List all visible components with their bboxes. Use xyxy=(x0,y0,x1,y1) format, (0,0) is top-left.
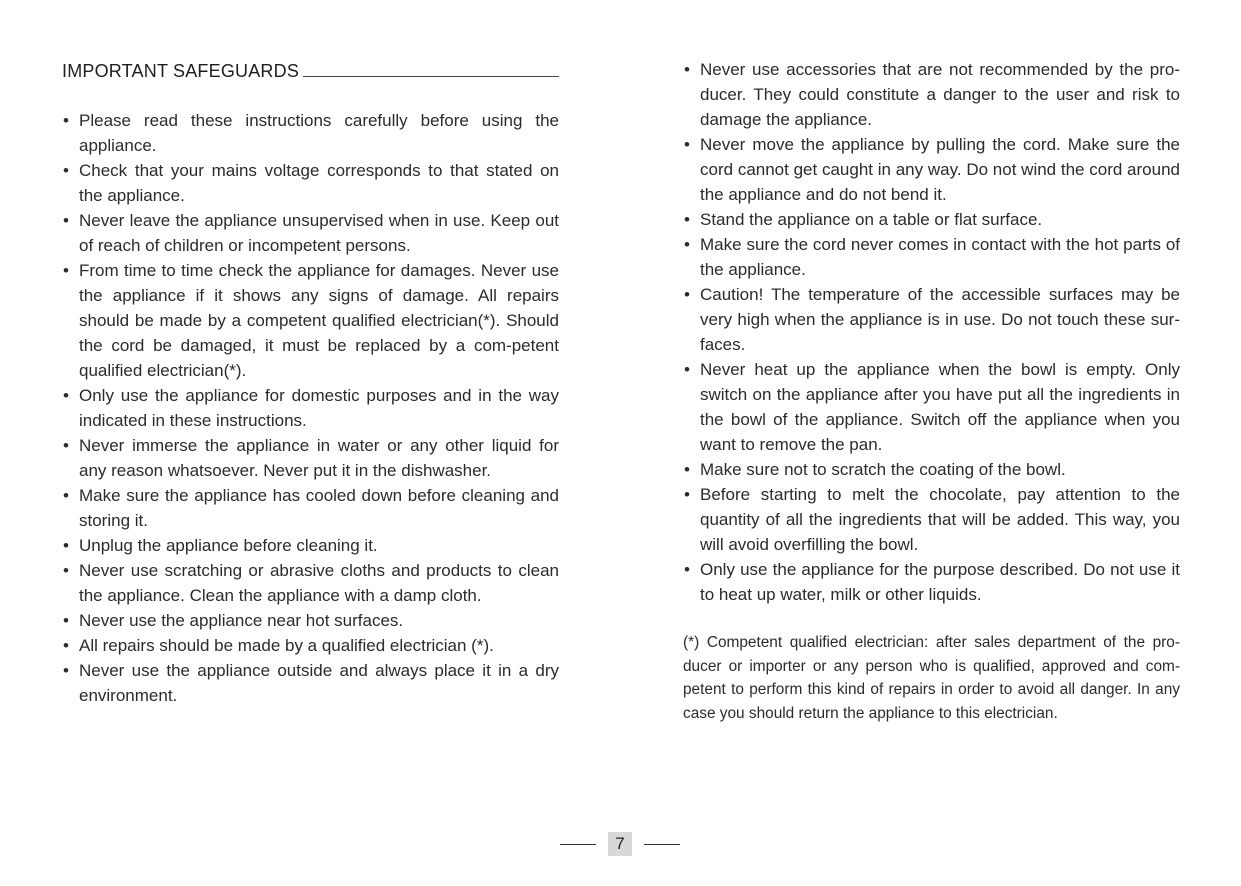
page-number-rule-left xyxy=(560,844,596,845)
page-number-footer xyxy=(560,832,680,856)
list-item: • From time to time check the appliance for damages. Never use the appliance if it shows any signs of damage. All repairs should be made by a competent qualified electrician(*). Should the cord be damaged, it must be replaced by a com-petent qualified electrician(*). xyxy=(62,258,559,383)
list-item: • Only use the appliance for domestic purposes and in the way indicated in these instructions. xyxy=(62,383,559,433)
list-item: • Never use accessories that are not recommended by the pro-ducer. They could constitute a danger to the user and risk to damage the appliance. xyxy=(683,57,1180,132)
list-item: • Check that your mains voltage corresponds to that stated on the appliance. xyxy=(62,158,559,208)
list-item: • Never use the appliance outside and always place it in a dry environment. xyxy=(62,658,559,708)
footnote: (*) Competent qualified electrician: after sales department of the pro-ducer or importer or any person who is qualified, approved and com-petent to perform this kind of repairs in order to avoid all danger. In any case you should return the appliance to this electrician. xyxy=(683,634,1180,722)
left-column xyxy=(62,56,559,708)
list-item: • Please read these instructions carefully before using the appliance. xyxy=(62,108,559,158)
list-item: • Unplug the appliance before cleaning it. xyxy=(62,533,559,558)
section-heading-row xyxy=(62,56,559,82)
list-item: • Make sure not to scratch the coating of the bowl. xyxy=(683,457,1180,482)
page-number: 7 xyxy=(608,832,632,856)
list-item: • Make sure the appliance has cooled down before cleaning and storing it. xyxy=(62,483,559,533)
right-column xyxy=(683,56,1180,740)
list-item: • Never heat up the appliance when the bowl is empty. Only switch on the appliance after you have put all the ingredients in the bowl of the appliance. Switch off the appliance when you want to remove the pan. xyxy=(683,357,1180,457)
list-item: • All repairs should be made by a qualified electrician (*). xyxy=(62,633,559,658)
safeguards-list-left xyxy=(62,108,559,708)
page-number-rule-right xyxy=(644,844,680,845)
list-item: • Make sure the cord never comes in contact with the hot parts of the appliance. xyxy=(683,232,1180,282)
list-item: • Stand the appliance on a table or flat surface. xyxy=(683,207,1180,232)
heading-rule xyxy=(303,76,559,77)
list-item: • Only use the appliance for the purpose described. Do not use it to heat up water, milk or other liquids. xyxy=(683,557,1180,607)
section-heading: IMPORTANT SAFEGUARDS xyxy=(62,61,300,81)
list-item: • Never move the appliance by pulling the cord. Make sure the cord cannot get caught in any way. Do not wind the cord around the appliance and do not bend it. xyxy=(683,132,1180,207)
list-item: • Caution! The temperature of the accessible surfaces may be very high when the appliance is in use. Do not touch these sur-faces. xyxy=(683,282,1180,357)
list-item: • Before starting to melt the chocolate, pay attention to the quantity of all the ingredients that will be added. This way, you will avoid overfilling the bowl. xyxy=(683,482,1180,557)
list-item: • Never use the appliance near hot surfaces. xyxy=(62,608,559,633)
list-item: • Never immerse the appliance in water or any other liquid for any reason whatsoever. Never put it in the dishwasher. xyxy=(62,433,559,483)
list-item: • Never use scratching or abrasive cloths and products to clean the appliance. Clean the appliance with a damp cloth. xyxy=(62,558,559,608)
safeguards-list-right xyxy=(683,57,1180,607)
list-item: • Never leave the appliance unsupervised when in use. Keep out of reach of children or incompetent persons. xyxy=(62,208,559,258)
